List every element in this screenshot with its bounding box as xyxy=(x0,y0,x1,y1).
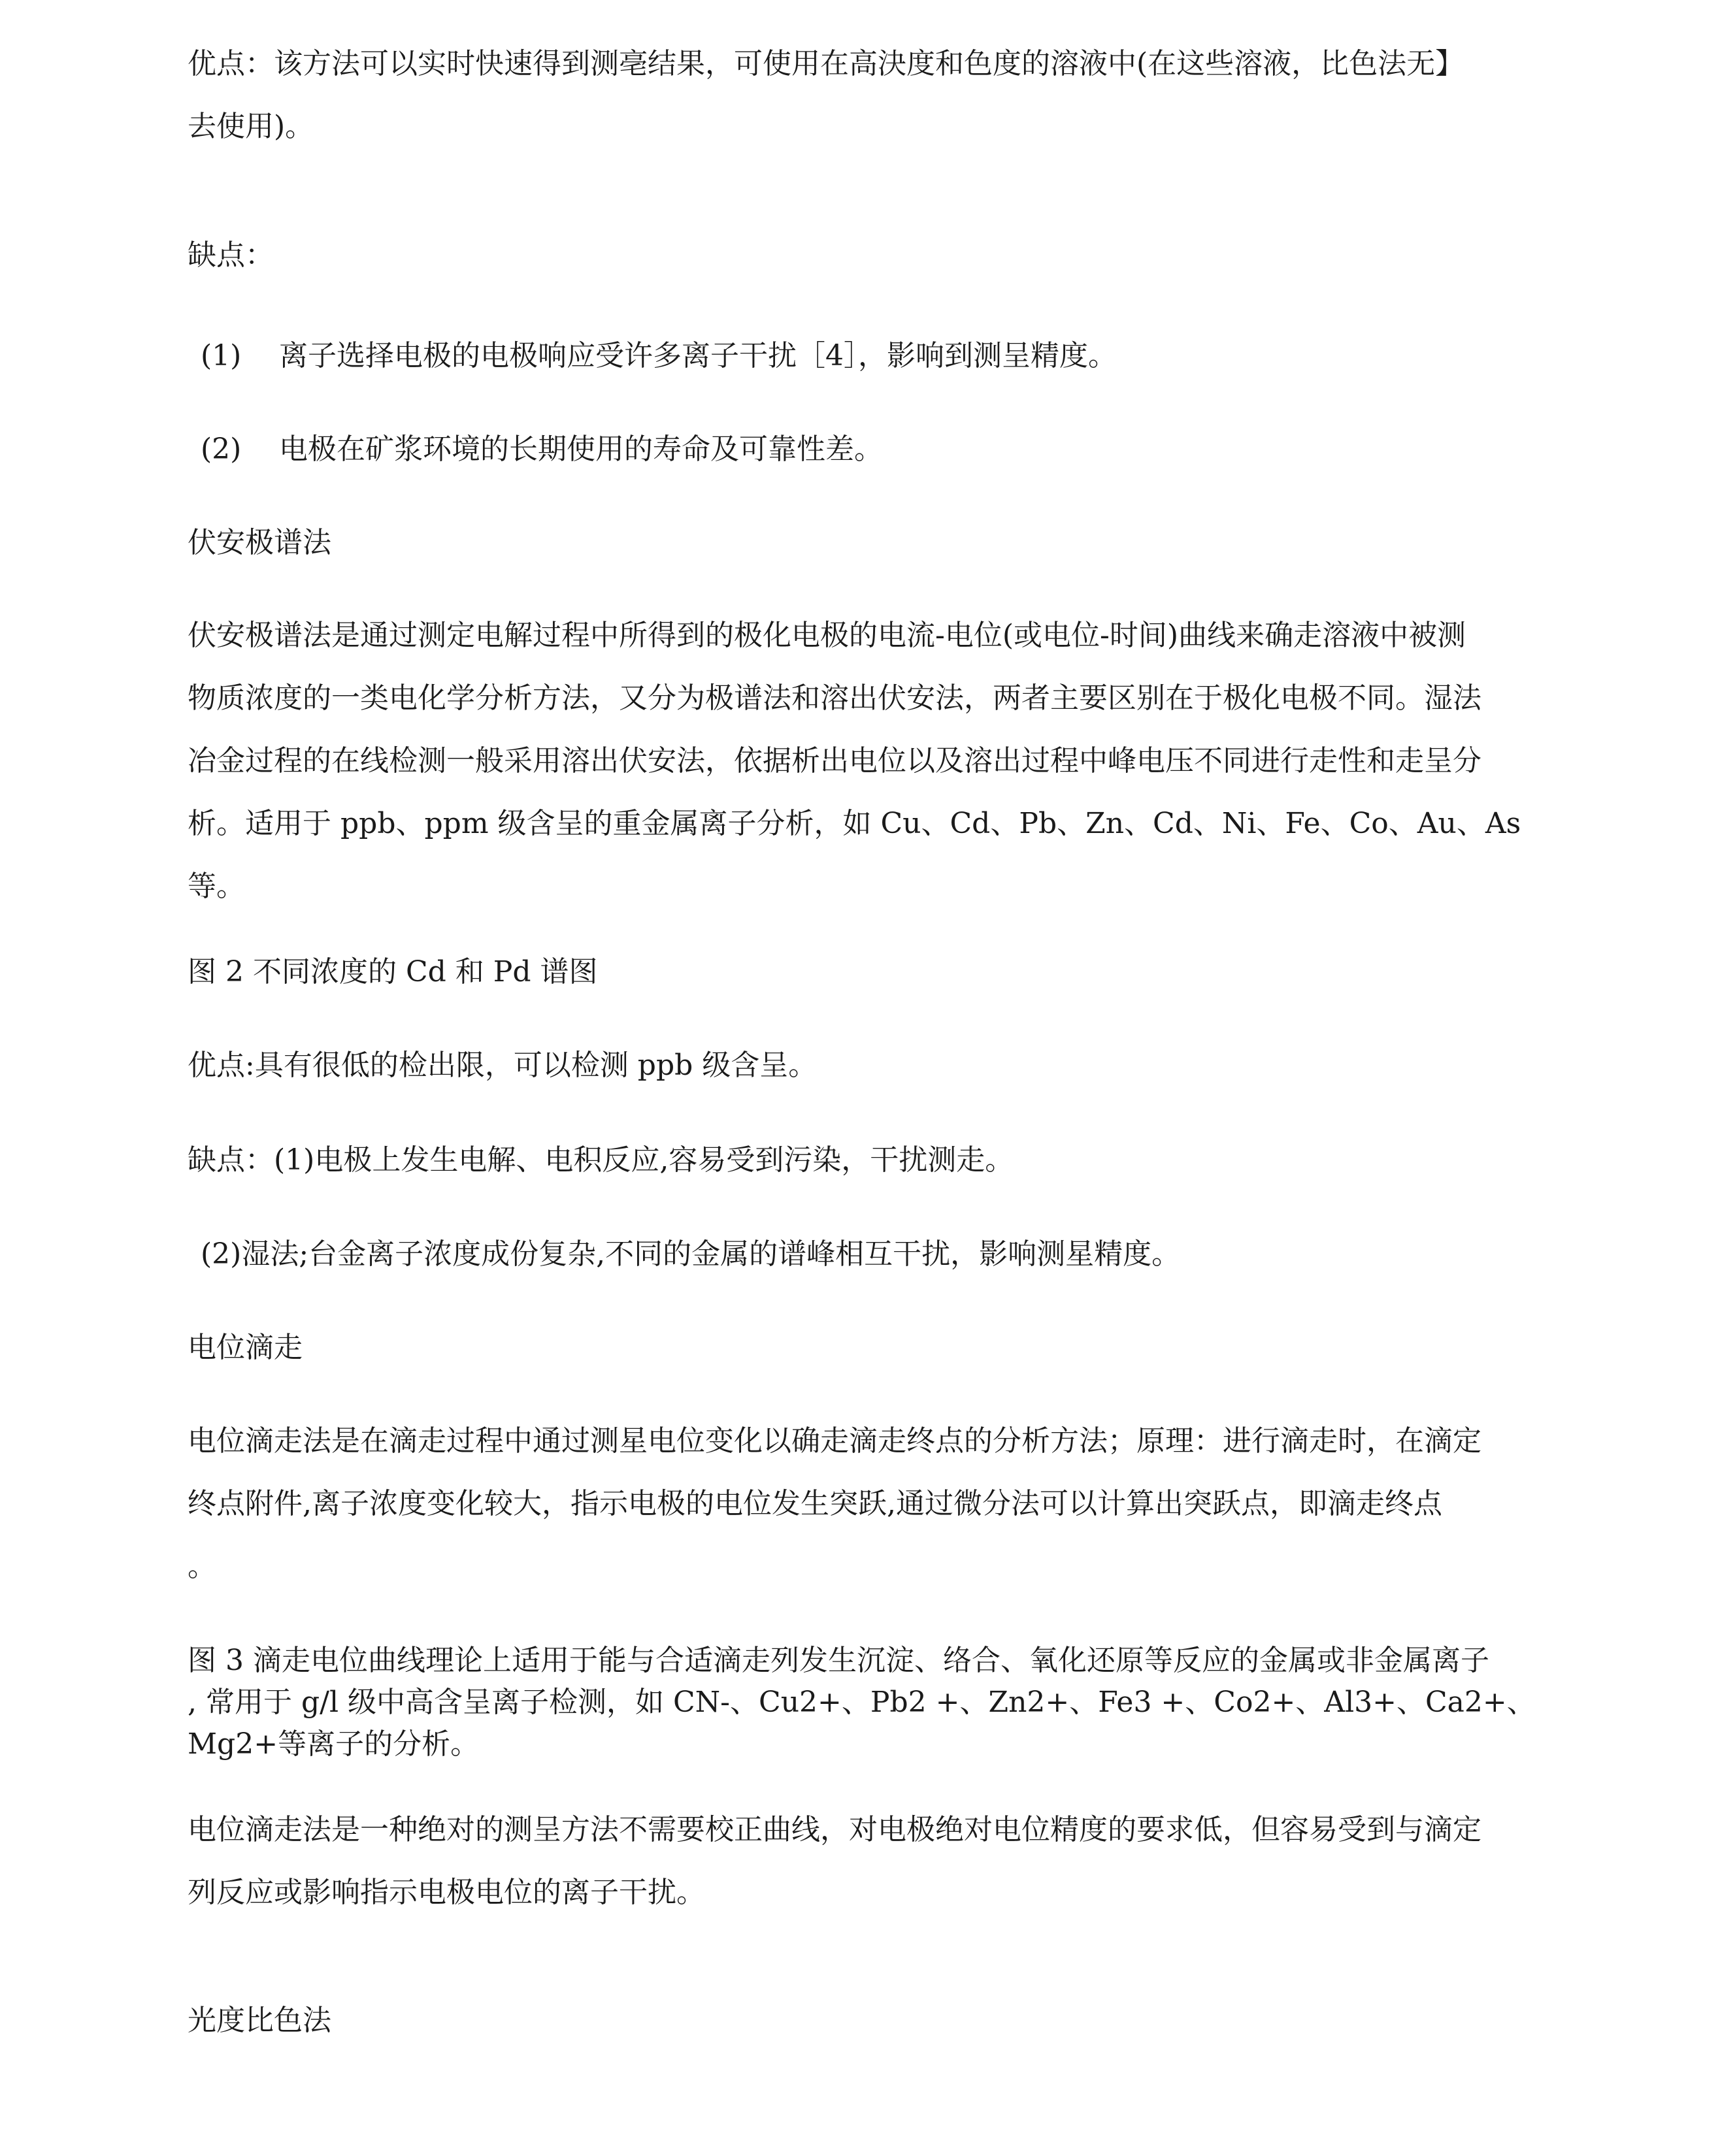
list-item xyxy=(188,325,1547,387)
list-item xyxy=(188,418,1547,481)
text-line: 去使用)。 xyxy=(188,110,314,143)
figure-2-caption: 图 2 不同浓度的 Cd 和 Pd 谱图 xyxy=(188,955,598,988)
list-item-text: 电极在矿浆环境的长期使用的寿命及可靠性差。 xyxy=(279,433,883,466)
text-line: 列反应或影响指示电极电位的离子干扰。 xyxy=(188,1876,705,1909)
text-line: 图 3 滴走电位曲线理论上适用于能与合适滴走列发生沉淀、络合、氧化还原等反应的金属或非金属离子 xyxy=(188,1644,1489,1677)
list-item-number: (2) xyxy=(201,433,242,466)
list-item-number: (1) xyxy=(201,339,242,372)
text-line: 等。 xyxy=(188,870,245,903)
text-line: 析。适用于 ppb、ppm 级含呈的重金属离子分析，如 Cu、Cd、Pb、Zn、Cd、Ni、Fe、Co、Au、As xyxy=(188,807,1521,840)
disadvantages-label: 缺点： xyxy=(188,238,274,272)
voltammetry-disadvantage-2: (2)湿法;台金离子浓度成份复杂,不同的金属的谱峰相互干扰，影响测星精度。 xyxy=(201,1237,1181,1271)
section-heading-potentiometric: 电位滴走 xyxy=(188,1331,303,1364)
voltammetry-advantages: 优点:具有很低的检出限，可以检测 ppb 级含呈。 xyxy=(188,1049,818,1082)
text-line: 冶金过程的在线检测一般采用溶出伏安法，依据析出电位以及溶出过程中峰电压不同进行走性和走呈分 xyxy=(188,744,1481,777)
text-line: 伏安极谱法是通过测定电解过程中所得到的极化电极的电流-电位(或电位-时间)曲线来确走溶液中被测 xyxy=(188,619,1466,652)
voltammetry-description xyxy=(188,604,1547,918)
voltammetry-disadvantage-1: 缺点：(1)电极上发生电解、电积反应,容易受到污染，干扰测走。 xyxy=(188,1143,1014,1177)
text-line: 优点：该方法可以实时快速得到测亳结果，可使用在高決度和色度的溶液中(在这些溶液，比色法无】 xyxy=(188,47,1464,80)
text-line: 终点附件,离子浓度变化较大，指示电极的电位发生突跃,通过微分法可以计算出突跃点，即滴走终点 xyxy=(188,1487,1442,1520)
section-heading-voltammetry: 伏安极谱法 xyxy=(188,526,331,559)
text-line: 电位滴走法是在滴走过程中通过测星电位变化以确走滴走终点的分析方法；原理：进行滴走时，在滴定 xyxy=(188,1424,1481,1458)
text-line: 。 xyxy=(188,1550,216,1583)
text-line: 电位滴走法是一种绝对的测呈方法不需要校正曲线，对电极绝对电位精度的要求低，但容易受到与滴定 xyxy=(188,1813,1481,1846)
text-line: , 常用于 g/l 级中高含呈离子检测，如 CN-、Cu2+、Pb2 +、Zn2+、Fe3 +、Co2+、Al3+、Ca2+、 xyxy=(188,1686,1536,1719)
text-line: Mg2+等离子的分析。 xyxy=(188,1727,480,1761)
potentiometric-description xyxy=(188,1410,1547,1598)
figure-3-paragraph xyxy=(188,1640,1547,1765)
text-line: 物质浓度的一类电化学分析方法，又分为极谱法和溶出伏安法，两者主要区别在于极化电极不同。湿法 xyxy=(188,681,1481,715)
list-item-text: 离子选择电极的电极响应受许多离子干扰［4］，影响到测呈精度。 xyxy=(279,339,1117,372)
ise-advantages-paragraph xyxy=(188,33,1547,158)
section-heading-photometric: 光度比色法 xyxy=(188,2004,331,2037)
potentiometric-summary xyxy=(188,1799,1547,1924)
